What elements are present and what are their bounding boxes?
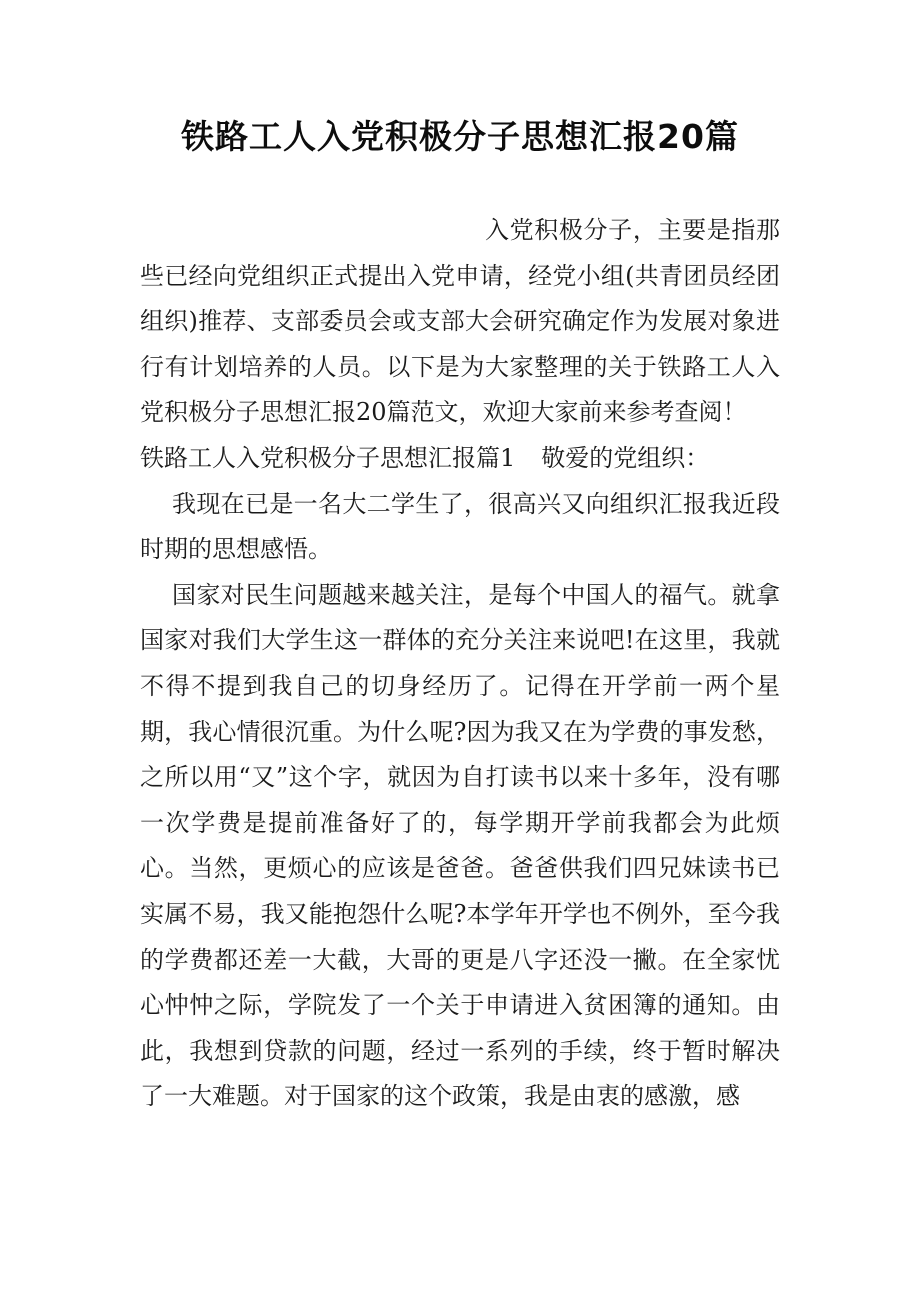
section-heading: 铁路工人入党积极分子思想汇报篇1 <box>140 443 516 472</box>
body-paragraph-2: 国家对民生问题越来越关注，是每个中国人的福气。就拿国家对我们大学生这一群体的充分关注来说吧!在这里，我就不得不提到我自己的切身经历了。记得在开学前一两个星期，我心情很沉重。为什么呢?因为我又在为学费的事发愁，之所以用“又”这个字，就因为自打读书以来十多年，没有哪一次学费是提前准备好了的，每学期开学前我都会为此烦心。当然，更烦心的应该是爸爸。爸爸供我们四兄妹读书已实属不易，我又能抱怨什么呢?本学年开学也不例外，至今我的学费都还差一大截，大哥的更是八字还没一撇。在全家忧心忡忡之际，学院发了一个关于申请进入贫困簿的通知。由此，我想到贷款的问题，经过一系列的手续，终于暂时解决了一大难题。对于国家的这个政策，我是由衷的感激，感 <box>140 580 780 1111</box>
document-body <box>140 208 780 1120</box>
section-heading-line <box>140 436 780 482</box>
body-paragraph-1: 我现在已是一名大二学生了，很高兴又向组织汇报我近段时期的思想感悟。 <box>140 489 780 564</box>
salutation: 敬爱的党组织： <box>541 443 710 472</box>
document-title: 铁路工人入党积极分子思想汇报20篇 <box>181 117 739 156</box>
intro-paragraph: 入党积极分子，主要是指那些已经向党组织正式提出入党申请，经党小组(共青团员经团组织)推荐、支部委员会或支部大会研究确定作为发展对象进行有计划培养的人员。以下是为大家整理的关于铁路工人入党积极分子思想汇报20篇范文，欢迎大家前来参考查阅！ <box>140 216 780 427</box>
